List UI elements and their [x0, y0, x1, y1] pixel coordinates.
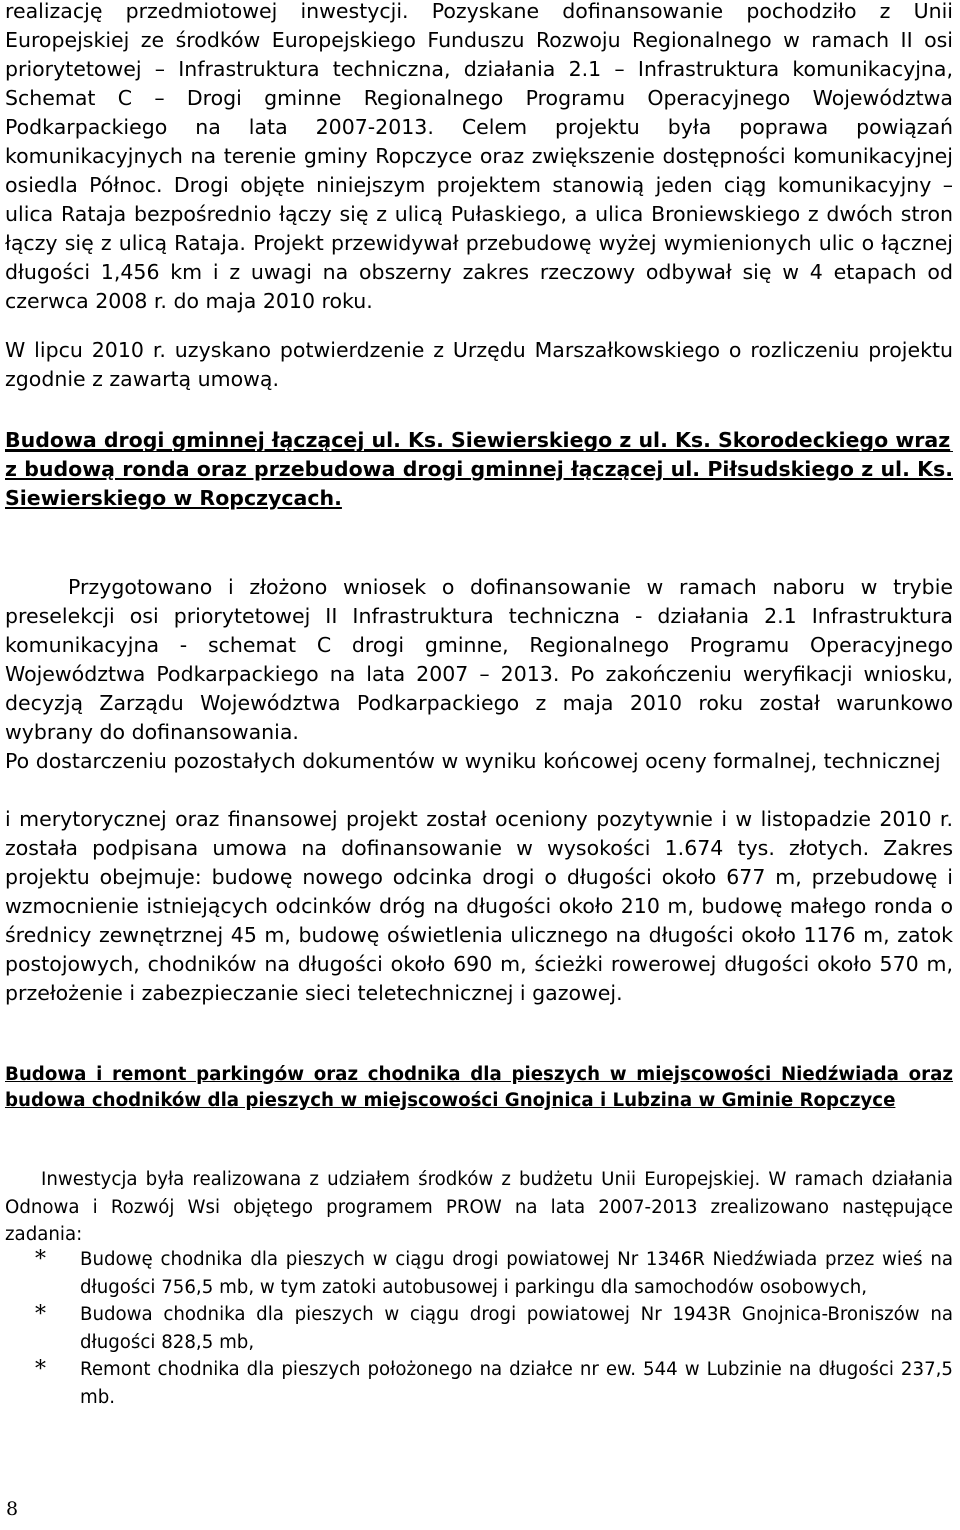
section1-heading: [5, 426, 953, 513]
section2-paragraph: Inwestycja była realizowana z udziałem środków z budżetu Unii Europejskiej. W ramach działania Odnowa i Rozwój Wsi objętego programem PROW na lata 2007-2013 zrealizowano następujące zadania:: [5, 1169, 953, 1245]
asterisk-bullet-icon: *: [35, 1357, 46, 1382]
task-text: Budowę chodnika dla pieszych w ciągu drogi powiatowej Nr 1346R Niedźwiada przez wieś na długości 756,5 mb, w tym zatoki autobusowej i parkingu dla samochodów osobowych,: [80, 1249, 953, 1298]
intro-paragraph-2: W lipcu 2010 r. uzyskano potwierdzenie z Urzędu Marszałkowskiego o rozliczeniu projektu zgodnie z zawartą umową.: [5, 338, 953, 391]
asterisk-bullet-icon: *: [35, 1247, 46, 1272]
section1-heading-line1: Budowa drogi gminnej łączącej ul. Ks. Siewierskiego z ul. Ks. Skorodeckiego wraz: [5, 428, 951, 452]
section1-paragraph-2b: i merytorycznej oraz finansowej projekt został oceniony pozytywnie i w listopadzie 2010 r. została podpisana umowa na dofinansowanie w wysokości 1.674 tys. złotych. Zakres projektu obejmuje: budowę nowego odcinka drogi o długości około 677 m, przebudowę i wzmocnienie istniejących odcinków dróg na długości około 210 m, budowę małego ronda o średnicy zewnętrznej 45 m, budowę oświetlenia ulicznego na długości około 1176 m, zatok postojowych, chodników na długości około 690 m, ścieżki rowerowej długości około 570 m, przełożenie i zabezpieczanie sieci teletechnicznej i gazowej.: [5, 807, 953, 1005]
list-item: [5, 1246, 953, 1301]
section1-paragraph-1: Przygotowano i złożono wniosek o dofinansowanie w ramach naboru w trybie preselekcji osi priorytetowej II Infrastruktura techniczna - działania 2.1 Infrastruktura komunikacyjna - schemat C drogi gminne, Regionalnego Programu Operacyjnego Województwa Podkarpackiego na lata 2007 – 2013. Po zakończeniu weryfikacji wniosku, decyzją Zarządu Województwa Podkarpackiego z maja 2010 roku został warunkowo wybrany do dofinansowania.: [5, 575, 953, 744]
intro-paragraph: realizację przedmiotowej inwestycji. Pozyskane dofinansowanie pochodziło z Unii Europejskiej ze środków Europejskiego Funduszu Rozwoju Regionalnego w ramach II osi priorytetowej – Infrastruktura techniczna, działania 2.1 – Infrastruktura komunikacyjna, Schemat C – Drogi gminne Regionalnego Programu Operacyjnego Województwa Podkarpackiego na lata 2007-2013. Celem projektu była poprawa powiązań komunikacyjnych na terenie gminy Ropczyce oraz zwiększenie dostępności komunikacyjnej osiedla Północ. Drogi objęte niniejszym projektem stanowią jeden ciąg komunikacyjny – ulica Rataja bezpośrednio łączy się z ulicą Pułaskiego, a ulica Broniewskiego z dwóch stron łączy się z ulicą Rataja. Projekt przewidywał przebudowę wyżej wymienionych ulic o łącznej długości 1,456 km i z uwagi na obszerny zakres rzeczowy odbywał się w 4 etapach od czerwca 2008 r. do maja 2010 roku.: [5, 0, 953, 313]
task-text: Remont chodnika dla pieszych położonego na działce nr ew. 544 w Lubzinie na długości 237,5 mb.: [80, 1359, 953, 1408]
page-number: 8: [6, 1498, 19, 1520]
section1-heading-line2: z budową ronda oraz przebudowa drogi gminnej łączącej ul. Piłsudskiego z ul. Ks. Siewierskiego w Ropczycach.: [5, 457, 953, 510]
section2-heading: Budowa i remont parkingów oraz chodnika dla pieszych w miejscowości Niedźwiada oraz budowa chodników dla pieszych w miejscowości Gnojnica i Lubzina w Gminie Ropczyce: [5, 1064, 953, 1111]
list-item: [5, 1301, 953, 1356]
task-text: Budowa chodnika dla pieszych w ciągu drogi powiatowej Nr 1943R Gnojnica-Broniszów na długości 828,5 mb,: [80, 1304, 953, 1353]
asterisk-bullet-icon: *: [35, 1302, 46, 1327]
list-item: [5, 1356, 953, 1411]
task-list: [5, 1246, 953, 1411]
section1-paragraph-2a: Po dostarczeniu pozostałych dokumentów w wyniku końcowej oceny formalnej, technicznej: [5, 749, 941, 773]
